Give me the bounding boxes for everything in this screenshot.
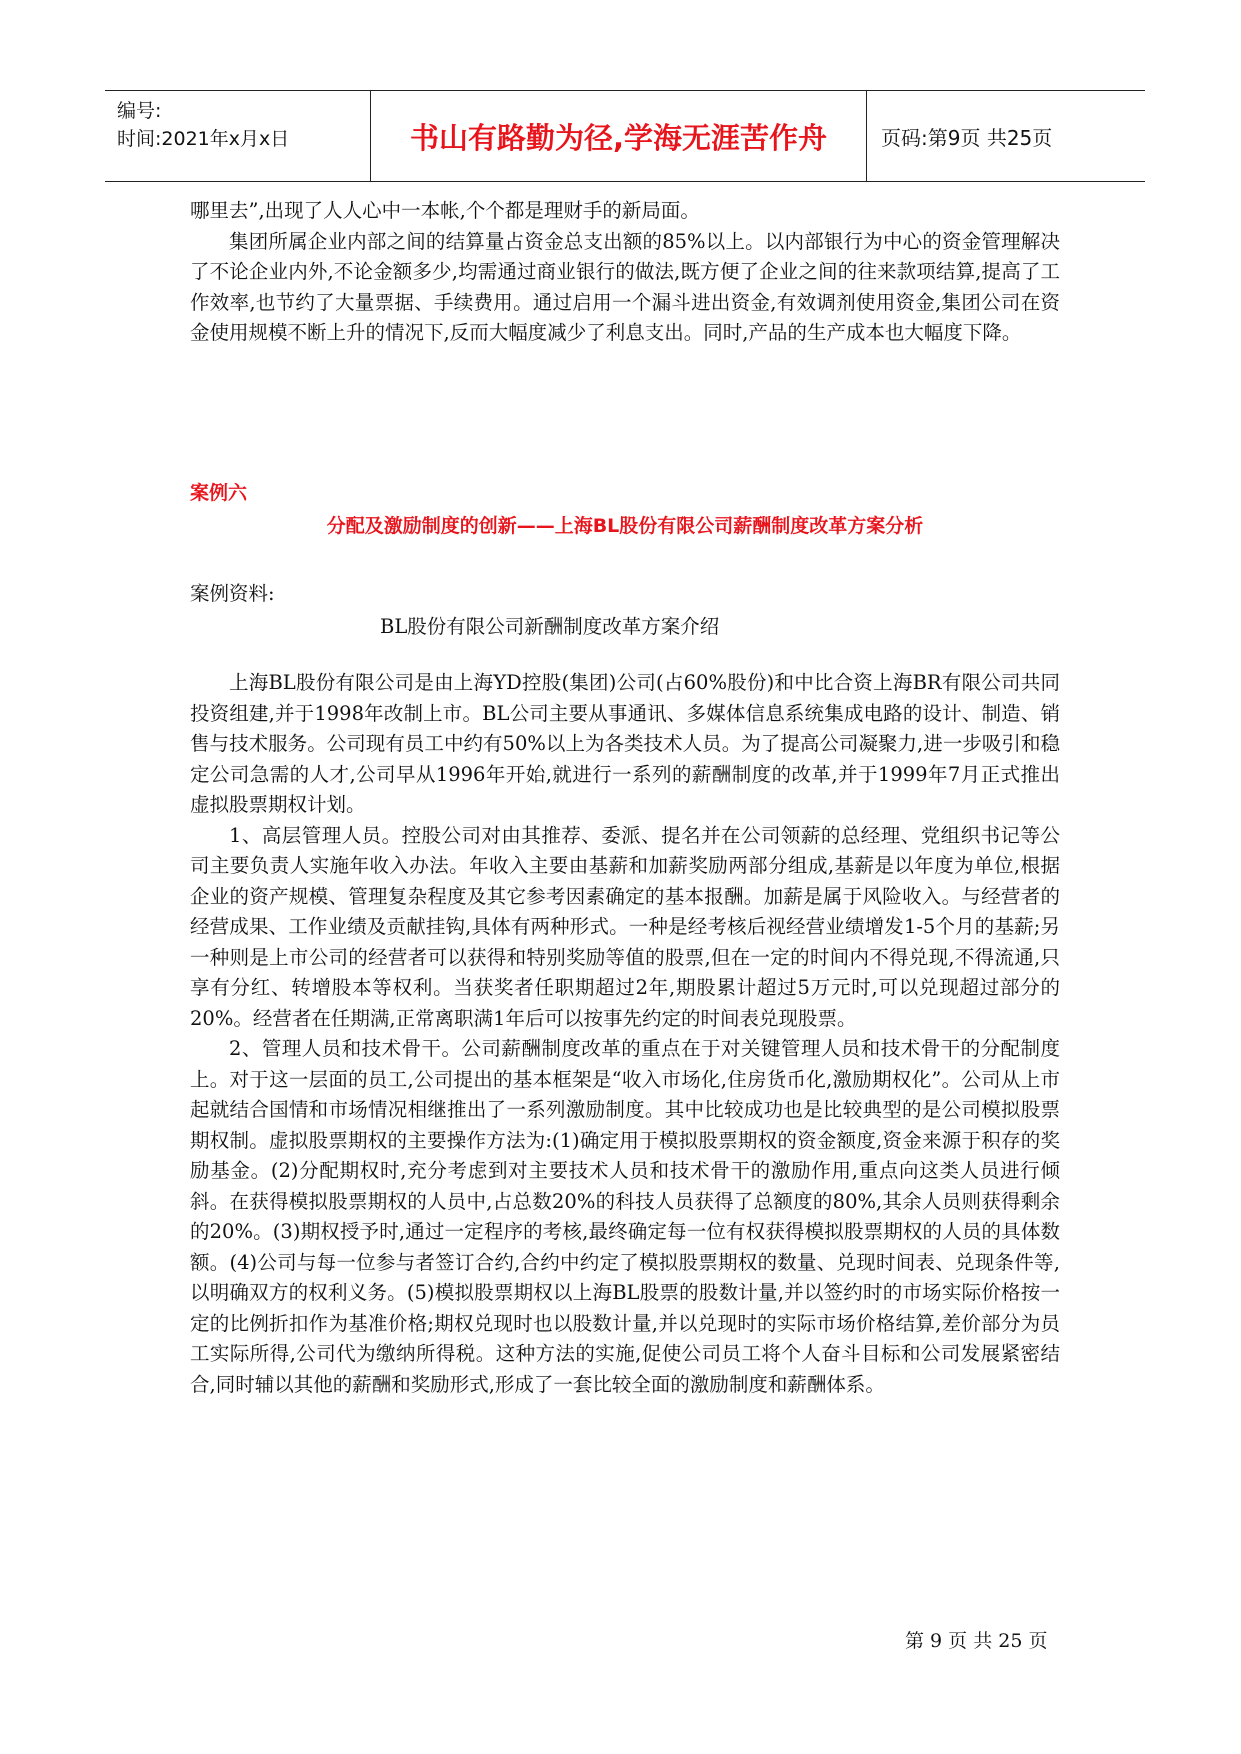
case-body bbox=[190, 668, 1060, 1400]
page-footer: 第 9 页 共 25 页 bbox=[905, 1630, 1048, 1652]
case-subtitle: 分配及激励制度的创新——上海BL股份有限公司薪酬制度改革方案分析 bbox=[326, 515, 924, 537]
document-number-label: 编号: bbox=[117, 100, 162, 122]
intro-paragraph-settlement: 集团所属企业内部之间的结算量占资金总支出额的85%以上。以内部银行为中心的资金管理解决了不论企业内外,不论金额多少,均需通过商业银行的做法,既方便了企业之间的往来款项结算,提高了工作效率,也节约了大量票据、手续费用。通过启用一个漏斗进出资金,有效调剂使用资金,集团公司在资金使用规模不断上升的情况下,反而大幅度减少了利息支出。同时,产品的生产成本也大幅度下降。 bbox=[190, 229, 1060, 344]
intro-paragraph-continued: 哪里去”,出现了人人心中一本帐,个个都是理财手的新局面。 bbox=[190, 199, 700, 222]
header-motto: 书山有路勤为径,学海无涯苦作舟 bbox=[371, 91, 867, 181]
intro-section bbox=[190, 196, 1060, 349]
case-material-heading: BL股份有限公司新酬制度改革方案介绍 bbox=[380, 615, 720, 638]
header-page-info: 页码:第9页 共25页 bbox=[881, 125, 1053, 150]
page-header bbox=[105, 90, 1145, 182]
header-meta bbox=[105, 91, 371, 181]
case-title: 案例六 bbox=[190, 482, 248, 504]
case-material-label: 案例资料: bbox=[190, 582, 275, 605]
body-paragraph-company: 上海BL股份有限公司是由上海YD控股(集团)公司(占60%股份)和中比合资上海BR有限公司共同投资组建,并于1998年改制上市。BL公司主要从事通讯、多媒体信息系统集成电路的设计、制造、销售与技术服务。公司现有员工中约有50%以上为各类技术人员。为了提高公司凝聚力,进一步吸引和稳定公司急需的人才,公司早从1996年开始,就进行一系列的薪酬制度的改革,并于1999年7月正式推出虚拟股票期权计划。 bbox=[190, 671, 1060, 816]
body-paragraph-senior-management: 1、高层管理人员。控股公司对由其推荐、委派、提名并在公司领薪的总经理、党组织书记等公司主要负责人实施年收入办法。年收入主要由基薪和加薪奖励两部分组成,基薪是以年度为单位,根据企业的资产规模、管理复杂程度及其它参考因素确定的基本报酬。加薪是属于风险收入。与经营者的经营成果、工作业绩及贡献挂钩,具体有两种形式。一种是经考核后视经营业绩增发1-5个月的基薪;另一种则是上市公司的经营者可以获得和特别奖励等值的股票,但在一定的时间内不得兑现,不得流通,只享有分红、转增股本等权利。当获奖者任职期超过2年,期股累计超过5万元时,可以兑现超过部分的20%。经营者在任期满,正常离职满1年后可以按事先约定的时间表兑现股票。 bbox=[190, 823, 1060, 1030]
body-paragraph-technical-staff: 2、管理人员和技术骨干。公司薪酬制度改革的重点在于对关键管理人员和技术骨干的分配制度上。对于这一层面的员工,公司提出的基本框架是“收入市场化,住房货币化,激励期权化”。公司从上市起就结合国情和市场情况相继推出了一系列激励制度。其中比较成功也是比较典型的是公司模拟股票期权制。虚拟股票期权的主要操作方法为:(1)确定用于模拟股票期权的资金额度,资金来源于积存的奖励基金。(2)分配期权时,充分考虑到对主要技术人员和技术骨干的激励作用,重点向这类人员进行倾斜。在获得模拟股票期权的人员中,占总数20%的科技人员获得了总额度的80%,其余人员则获得剩余的20%。(3)期权授予时,通过一定程序的考核,最终确定每一位有权获得模拟股票期权的人员的具体数额。(4)公司与每一位参与者签订合约,合约中约定了模拟股票期权的数量、兑现时间表、兑现条件等,以明确双方的权利义务。(5)模拟股票期权以上海BL股票的股数计量,并以签约时的市场实际价格按一定的比例折扣作为基准价格;期权兑现时也以股数计量,并以兑现时的实际市场价格结算,差价部分为员工实际所得,公司代为缴纳所得税。这种方法的实施,促使公司员工将个人奋斗目标和公司发展紧密结合,同时辅以其他的薪酬和奖励形式,形成了一套比较全面的激励制度和薪酬体系。 bbox=[190, 1037, 1060, 1396]
document-time-label: 时间:2021年x月x日 bbox=[117, 128, 290, 150]
